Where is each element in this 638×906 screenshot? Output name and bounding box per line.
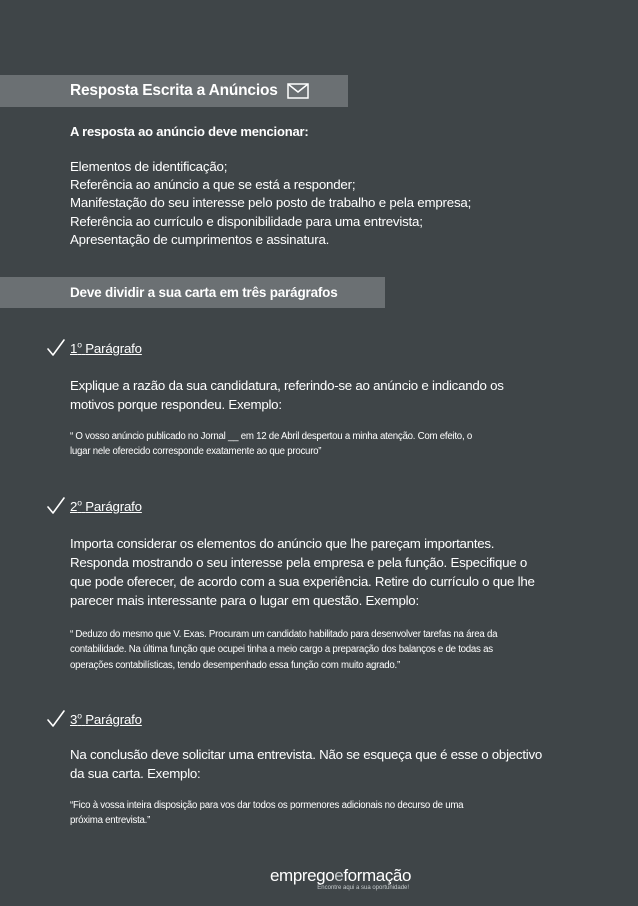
intro-list: [70, 158, 570, 249]
list-item: Apresentação de cumprimentos e assinatura.: [70, 231, 330, 247]
list-item: Manifestação do seu interesse pelo posto de trabalho e pela empresa;: [70, 195, 472, 211]
paragraph-1-text: Explique a razão da sua candidatura, referindo-se ao anúncio e indicando os motivos porque respondeu. Exemplo:: [70, 378, 504, 412]
list-item: Referência ao anúncio a que se está a responder;: [70, 177, 356, 193]
checkmark-icon: [46, 338, 66, 358]
paragraph-2-text: Importa considerar os elementos do anúncio que lhe pareçam importantes. Responda mostrando o seu interesse pela empresa e pela função. Especifique o que pode oferecer, de acordo com a sua experiência. Retire do currículo o que lhe parecer mais interessante para o lugar em questão. Exemplo:: [70, 536, 535, 608]
list-item: Referência ao currículo e disponibilidade para uma entrevista;: [70, 213, 423, 229]
logo: [270, 866, 411, 891]
intro-lead: A resposta ao anúncio deve mencionar:: [70, 124, 309, 139]
section-band: [0, 277, 385, 308]
paragraph-3-title: 3$^o$ Parágrafo: [70, 710, 142, 727]
paragraph-3-example: “Fico à vossa inteira disposição para vos dar todos os pormenores adicionais no decurso de uma próxima entrevista.”: [70, 800, 464, 827]
paragraph-3-text: Na conclusão deve solicitar uma entrevista. Não se esqueça que é esse o objectivo da sua carta. Exemplo:: [70, 747, 543, 781]
list-item: Elementos de identificação;: [70, 159, 228, 174]
paragraph-2-title: 2$^o$ Parágrafo: [70, 497, 142, 514]
header-band: [0, 75, 348, 107]
page-title: Resposta Escrita a Anúncios: [70, 82, 278, 99]
section-title: Deve dividir a sua carta em três parágrafos: [70, 285, 338, 300]
logo-wordmark: empregoeformação: [270, 866, 412, 885]
checkmark-icon: [46, 709, 66, 729]
paragraph-1-title: 1$^o$ Parágrafo: [70, 339, 142, 356]
logo-tagline: Encontre aqui a sua oportunidade!: [317, 885, 410, 891]
paragraph-2-example: “ Deduzo do mesmo que V. Exas. Procuram um candidato habilitado para desenvolver tarefas na área da contabilidade. Na última função que ocupei tinha a meio cargo a preparação dos balanços e de todas as operações contabilísticas, tendo desempenhado essa função com muito agrado.”: [70, 629, 498, 671]
envelope-icon: [287, 83, 309, 99]
paragraph-1-example: “ O vosso anúncio publicado no Jornal __ em 12 de Abril despertou a minha atenção. Com efeito, o lugar nele oferecido corresponde exatamente ao que procuro”: [70, 431, 472, 458]
checkmark-icon: [46, 496, 66, 516]
